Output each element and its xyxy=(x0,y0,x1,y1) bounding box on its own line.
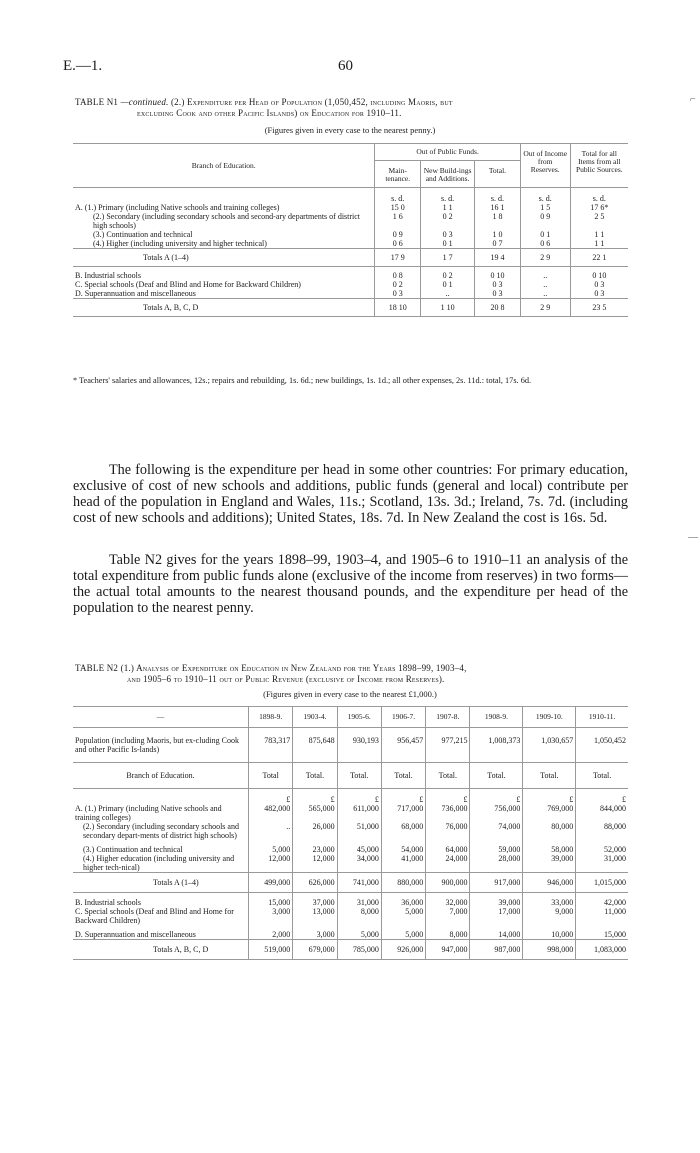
table2-cell: 13,000 xyxy=(293,907,337,925)
table2-cell: 7,000 xyxy=(426,907,470,925)
table2-cell: 3,000 xyxy=(249,907,293,925)
table2-cell: 32,000 xyxy=(426,893,470,908)
table1-label: TABLE N1 xyxy=(75,97,119,107)
table1-cell-n: 0 2 xyxy=(421,212,475,230)
table2-unit-label: £ xyxy=(293,789,337,805)
table2-cell: 80,000 xyxy=(523,822,576,840)
table2-population-value: 875,648 xyxy=(293,728,337,763)
table-row xyxy=(73,893,628,908)
table2-row-label: (3.) Continuation and technical xyxy=(83,845,183,854)
table2-cell: 59,000 xyxy=(470,840,523,854)
table1-row-label: A. (1.) Primary (including Native schools and training colleges) xyxy=(75,203,280,212)
table1-cell-n: 1 1 xyxy=(421,203,475,212)
table1-cell-t: 20 8 xyxy=(475,299,521,317)
table2-title-line2: and 1905–6 to 1910–11 out of Public Revenue (exclusive of Income from Reserves). xyxy=(127,674,445,684)
table2-unit-label: £ xyxy=(523,789,576,805)
table2-cell: 58,000 xyxy=(523,840,576,854)
table2-cell: 5,000 xyxy=(381,907,425,925)
table1-cell-m: 0 6 xyxy=(375,239,421,249)
table1-cell-n: 0 1 xyxy=(421,280,475,289)
table1-col-group: Out of Public Funds. xyxy=(375,144,520,161)
table1-cell-a: 23 5 xyxy=(570,299,628,317)
table2-total-header: Total. xyxy=(426,763,470,789)
table2-population-value: 930,193 xyxy=(337,728,381,763)
table1-cell-m: 0 8 xyxy=(375,267,421,281)
table2-cell: 844,000 xyxy=(576,804,628,822)
margin-mark: — xyxy=(688,532,698,543)
table1-unit-label: s. d. xyxy=(421,188,475,204)
table2-population-value: 977,215 xyxy=(426,728,470,763)
table1-cell-i: 0 9 xyxy=(520,212,570,230)
table2-cell: 5,000 xyxy=(337,925,381,940)
table1-unit-label: s. d. xyxy=(570,188,628,204)
table2-cell: 5,000 xyxy=(249,840,293,854)
table-row xyxy=(73,299,628,317)
table1-col-branch: Branch of Education. xyxy=(191,160,256,170)
table1-cell-m: 0 2 xyxy=(375,280,421,289)
table-row xyxy=(73,249,628,267)
table1-cell-m: 0 9 xyxy=(375,230,421,239)
table2-cell: 611,000 xyxy=(337,804,381,822)
table2-subtitle: (Figures given in every case to the nearest £1,000.) xyxy=(263,689,437,699)
table2-cell: 31,000 xyxy=(337,893,381,908)
table1-cell-t: 19 4 xyxy=(475,249,521,267)
table-row xyxy=(73,212,628,230)
table2-row-label: B. Industrial schools xyxy=(75,898,141,907)
table2-cell: 12,000 xyxy=(293,854,337,873)
table1-cell-t: 0 3 xyxy=(475,280,521,289)
table1-cell-t: 0 10 xyxy=(475,267,521,281)
table-row xyxy=(73,925,628,940)
table1-row-label: D. Superannuation and miscellaneous xyxy=(75,289,196,298)
table1-cell-i: 2 9 xyxy=(520,299,570,317)
table2-total-header: Total xyxy=(249,763,293,789)
table2-population-value: 1,050,452 xyxy=(576,728,628,763)
table2-cell: 37,000 xyxy=(293,893,337,908)
table1-cell-a: 17 6* xyxy=(570,203,628,212)
table1-cell-t: 0 7 xyxy=(475,239,521,249)
table2-cell: 679,000 xyxy=(293,940,337,960)
table-row xyxy=(73,840,628,854)
table2-title-line1: (1.) Analysis of Expenditure on Education in New Zealand for the Years 1898–99, 1903–4, xyxy=(120,663,467,673)
table2-population-value: 783,317 xyxy=(249,728,293,763)
table2-cell: 33,000 xyxy=(523,893,576,908)
table2-cell: 52,000 xyxy=(576,840,628,854)
table2-row-label: D. Superannuation and miscellaneous xyxy=(75,930,196,939)
table2-year-header: 1909-10. xyxy=(523,707,576,728)
table2-cell: 54,000 xyxy=(381,840,425,854)
table1-cell-m: 1 6 xyxy=(375,212,421,230)
table2-cell: 736,000 xyxy=(426,804,470,822)
table1-cell-a: 1 1 xyxy=(570,239,628,249)
table2-cell: 45,000 xyxy=(337,840,381,854)
table2 xyxy=(73,706,628,960)
table1-row-label: (3.) Continuation and technical xyxy=(93,230,193,239)
table2-year-header: 1898-9. xyxy=(249,707,293,728)
table1-cell-n: 1 7 xyxy=(421,249,475,267)
table2-cell: 946,000 xyxy=(523,873,576,893)
table1-title-line1: (2.) Expenditure per Head of Population (1,050,452, including Maoris, but xyxy=(170,97,453,107)
table1-cell-i: 0 6 xyxy=(520,239,570,249)
table2-cell: 626,000 xyxy=(293,873,337,893)
table1-cell-a: 22 1 xyxy=(570,249,628,267)
table2-cell: 74,000 xyxy=(470,822,523,840)
table2-cell: 519,000 xyxy=(249,940,293,960)
table2-label: TABLE N2 xyxy=(75,663,119,673)
table2-year-header: 1906-7. xyxy=(381,707,425,728)
table2-branch-header-row xyxy=(73,763,628,789)
table1-row-label: Totals A, B, C, D xyxy=(143,303,199,312)
table1-col-income: Out of Income from Reserves. xyxy=(520,144,570,188)
table2-year-header: 1903-4. xyxy=(293,707,337,728)
table1-row-label: B. Industrial schools xyxy=(75,271,141,280)
table2-cell: .. xyxy=(249,822,293,840)
table2-row-label: C. Special schools (Deaf and Blind and Home for Backward Children) xyxy=(75,907,234,925)
table2-cell: 717,000 xyxy=(381,804,425,822)
table2-row-label: A. (1.) Primary (including Native schools and training colleges) xyxy=(75,804,222,822)
table1-col-new: New Build-ings and Additions. xyxy=(421,161,475,188)
table1-cell-i: .. xyxy=(520,267,570,281)
table2-cell: 565,000 xyxy=(293,804,337,822)
table2-total-header: Total. xyxy=(337,763,381,789)
table1-col-all: Total for all Items from all Public Sources. xyxy=(570,144,628,188)
table2-cell: 769,000 xyxy=(523,804,576,822)
table2-cell: 42,000 xyxy=(576,893,628,908)
table2-population-value: 956,457 xyxy=(381,728,425,763)
page-number: 60 xyxy=(338,58,353,74)
table1-cell-a: 1 1 xyxy=(570,230,628,239)
table2-cell: 15,000 xyxy=(249,893,293,908)
table1-footnote: * Teachers' salaries and allowances, 12s.; repairs and rebuilding, 1s. 6d.; new buildings, 1s. 1d.; all other expenses, 2s. 11d.: total, 17s. 6d. xyxy=(73,376,532,385)
table1-continued: —continued. xyxy=(120,97,169,107)
table1-title-line2: excluding Cook and other Pacific Islands) on Education for 1910–11. xyxy=(137,108,402,118)
table1-row-label: (2.) Secondary (including secondary schools and second-ary departments of district high schools) xyxy=(93,212,361,230)
table2-cell: 1,015,000 xyxy=(576,873,628,893)
table2-cell: 11,000 xyxy=(576,907,628,925)
table1-cell-n: 0 3 xyxy=(421,230,475,239)
table2-total-header: Total. xyxy=(381,763,425,789)
table-row xyxy=(73,203,628,212)
table1-cell-t: 1 0 xyxy=(475,230,521,239)
table2-total-header: Total. xyxy=(293,763,337,789)
table2-row-label: Totals A, B, C, D xyxy=(153,945,209,954)
table2-cell: 68,000 xyxy=(381,822,425,840)
table2-year-header: 1905-6. xyxy=(337,707,381,728)
table2-cell: 26,000 xyxy=(293,822,337,840)
table2-population-label: Population (including Maoris, but ex-cluding Cook and other Pacific Is-lands) xyxy=(75,736,239,754)
table1-cell-m: 18 10 xyxy=(375,299,421,317)
table2-cell: 10,000 xyxy=(523,925,576,940)
table2-year-header: 1910-11. xyxy=(576,707,628,728)
table2-unit-label: £ xyxy=(576,789,628,805)
table1-cell-n: .. xyxy=(421,289,475,299)
table2-cell: 31,000 xyxy=(576,854,628,873)
table2-unit-label: £ xyxy=(381,789,425,805)
table-row xyxy=(73,804,628,822)
table2-unit-label: £ xyxy=(426,789,470,805)
table2-cell: 499,000 xyxy=(249,873,293,893)
table2-population-value: 1,030,657 xyxy=(523,728,576,763)
table2-cell: 76,000 xyxy=(426,822,470,840)
document-ref: E.—1. xyxy=(63,58,103,74)
table1-cell-n: 1 10 xyxy=(421,299,475,317)
table-row xyxy=(73,854,628,873)
table2-cell: 998,000 xyxy=(523,940,576,960)
table2-cell: 39,000 xyxy=(470,893,523,908)
table1-row-label: C. Special schools (Deaf and Blind and Home for Backward Children) xyxy=(75,280,301,289)
margin-mark: ⌐ xyxy=(690,94,696,105)
table2-cell: 947,000 xyxy=(426,940,470,960)
paragraph-table-n2-intro: Table N2 gives for the years 1898–99, 1903–4, and 1905–6 to 1910–11 an analysis of the total expenditure from public funds alone (exclusive of the income from reserves) in two forms—the actual total amounts to the nearest thousand pounds, and the expenditure per head of the population to the nearest penny. xyxy=(73,552,628,616)
table1-cell-m: 15 0 xyxy=(375,203,421,212)
table1-cell-a: 2 5 xyxy=(570,212,628,230)
table-row xyxy=(73,907,628,925)
table2-cell: 36,000 xyxy=(381,893,425,908)
table1-cell-i: 1 5 xyxy=(520,203,570,212)
table1-cell-a: 0 3 xyxy=(570,289,628,299)
table1-cell-t: 16 1 xyxy=(475,203,521,212)
table1-unit-label: s. d. xyxy=(475,188,521,204)
table1-unit-spacer xyxy=(73,188,375,204)
table1-row-label: Totals A (1–4) xyxy=(143,253,189,262)
table2-cell: 88,000 xyxy=(576,822,628,840)
table2-cell: 17,000 xyxy=(470,907,523,925)
table2-row-label: (4.) Higher education (including university and higher tech-nical) xyxy=(83,854,235,872)
table1-cell-i: .. xyxy=(520,289,570,299)
table2-cell: 1,083,000 xyxy=(576,940,628,960)
table2-cell: 741,000 xyxy=(337,873,381,893)
table-row xyxy=(73,239,628,249)
table1-unit-label: s. d. xyxy=(375,188,421,204)
table2-branch-label: Branch of Education. xyxy=(126,771,195,780)
table1-cell-i: .. xyxy=(520,280,570,289)
table2-total-header: Total. xyxy=(470,763,523,789)
table2-cell: 34,000 xyxy=(337,854,381,873)
table-row xyxy=(73,940,628,960)
table2-corner: — xyxy=(156,712,165,721)
table2-cell: 28,000 xyxy=(470,854,523,873)
table2-cell: 917,000 xyxy=(470,873,523,893)
table-row xyxy=(73,873,628,893)
table2-cell: 880,000 xyxy=(381,873,425,893)
table1-cell-m: 17 9 xyxy=(375,249,421,267)
table2-cell: 785,000 xyxy=(337,940,381,960)
table1-title xyxy=(75,97,675,119)
table1-cell-a: 0 10 xyxy=(570,267,628,281)
table2-population-row xyxy=(73,728,628,763)
table1-cell-t: 0 3 xyxy=(475,289,521,299)
table2-cell: 2,000 xyxy=(249,925,293,940)
table2-cell: 5,000 xyxy=(381,925,425,940)
table2-row-label: Totals A (1–4) xyxy=(153,878,199,887)
table2-cell: 64,000 xyxy=(426,840,470,854)
table2-row-label: (2.) Secondary (including secondary schools and secondary depart-ments of district high schools) xyxy=(83,822,239,840)
table2-total-header: Total. xyxy=(523,763,576,789)
table1-subtitle: (Figures given in every case to the nearest penny.) xyxy=(264,125,436,135)
table1-cell-i: 0 1 xyxy=(520,230,570,239)
table-row xyxy=(73,280,628,289)
table2-year-header: 1908-9. xyxy=(470,707,523,728)
table2-unit-row xyxy=(73,789,628,805)
table2-cell: 8,000 xyxy=(426,925,470,940)
table2-year-header: 1907-8. xyxy=(426,707,470,728)
table1-row-label: (4.) Higher (including university and higher technical) xyxy=(93,239,267,248)
table1-cell-a: 0 3 xyxy=(570,280,628,289)
table1-cell-m: 0 3 xyxy=(375,289,421,299)
table2-cell: 23,000 xyxy=(293,840,337,854)
table2-cell: 51,000 xyxy=(337,822,381,840)
table2-cell: 24,000 xyxy=(426,854,470,873)
table2-unit-spacer xyxy=(73,789,249,805)
table1-cell-n: 0 1 xyxy=(421,239,475,249)
table2-cell: 41,000 xyxy=(381,854,425,873)
table2-cell: 987,000 xyxy=(470,940,523,960)
table1-cell-t: 1 8 xyxy=(475,212,521,230)
table2-unit-label: £ xyxy=(249,789,293,805)
table2-cell: 482,000 xyxy=(249,804,293,822)
table2-cell: 14,000 xyxy=(470,925,523,940)
table2-unit-label: £ xyxy=(337,789,381,805)
table1-col-total: Total. xyxy=(475,161,521,188)
table1-col-maint: Main-tenance. xyxy=(375,161,421,188)
table1 xyxy=(73,143,628,317)
table-row xyxy=(73,230,628,239)
table2-cell: 9,000 xyxy=(523,907,576,925)
table2-cell: 15,000 xyxy=(576,925,628,940)
table-row xyxy=(73,267,628,281)
paragraph-other-countries: The following is the expenditure per head in some other countries: For primary education, exclusive of cost of new schools and additions, public funds (general and local) contribute per head of the population in England and Wales, 11s.; Scotland, 13s. 3d.; Ireland, 7s. 7d. (including cost of new schools and additions); United States, 18s. 7d. In New Zealand the cost is 16s. 5d. xyxy=(73,462,628,526)
table2-title xyxy=(75,663,685,685)
table2-cell: 8,000 xyxy=(337,907,381,925)
table-row xyxy=(73,289,628,299)
table2-cell: 3,000 xyxy=(293,925,337,940)
table2-cell: 756,000 xyxy=(470,804,523,822)
table1-unit-label: s. d. xyxy=(520,188,570,204)
table1-cell-n: 0 2 xyxy=(421,267,475,281)
table2-cell: 39,000 xyxy=(523,854,576,873)
table2-cell: 12,000 xyxy=(249,854,293,873)
table2-cell: 900,000 xyxy=(426,873,470,893)
table1-cell-i: 2 9 xyxy=(520,249,570,267)
table1-unit-row xyxy=(73,188,628,204)
table2-total-header: Total. xyxy=(576,763,628,789)
table2-population-value: 1,008,373 xyxy=(470,728,523,763)
table-row xyxy=(73,822,628,840)
table2-cell: 926,000 xyxy=(381,940,425,960)
table2-unit-label: £ xyxy=(470,789,523,805)
